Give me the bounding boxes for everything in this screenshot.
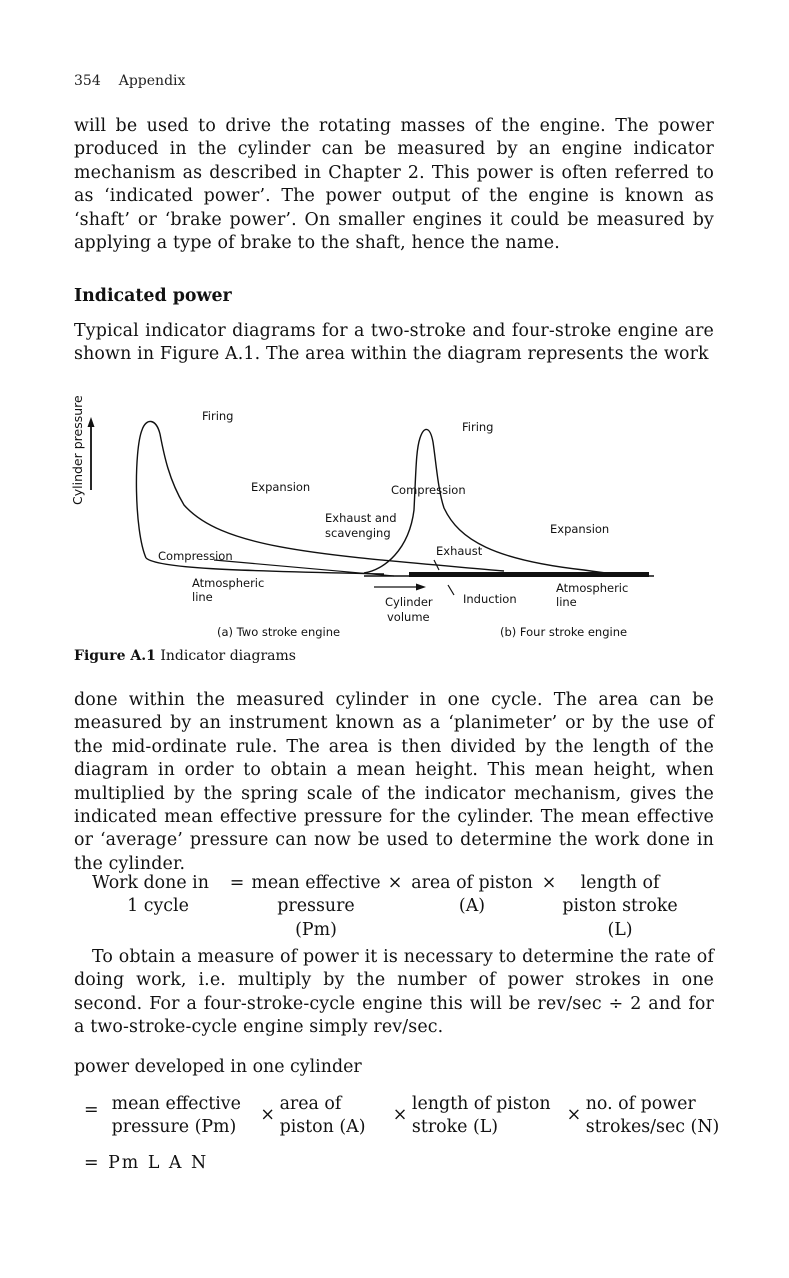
four-stroke-firing-label: Firing <box>462 420 494 434</box>
two-stroke-expansion-label: Expansion <box>251 480 311 494</box>
power-formula-length-line2: stroke (L) <box>411 1116 499 1137</box>
two-stroke-caption: (a) Two stroke engine <box>217 625 341 639</box>
formula-times-2: × <box>541 873 557 893</box>
formula-mep-line1: mean effective <box>251 873 381 893</box>
formula-equals: = <box>229 873 245 893</box>
page-number: 354 <box>74 73 101 89</box>
two-stroke-compression-label: Compression <box>158 549 233 563</box>
four-stroke-exhaust-label: Exhaust <box>436 544 483 558</box>
two-stroke-atmospheric-label-2: line <box>192 590 213 604</box>
figure-caption-text: Indicator diagrams <box>160 648 296 664</box>
formula-area-line1: area of piston <box>411 873 533 893</box>
two-stroke-firing-label: Firing <box>202 409 234 423</box>
power-formula-equals: = <box>84 1100 99 1120</box>
running-title: Appendix <box>118 73 186 89</box>
work-done-formula <box>92 872 722 942</box>
two-stroke-atmospheric-label-1: Atmospheric <box>192 576 265 590</box>
power-formula-times-3: × <box>566 1105 582 1126</box>
y-axis-label: Cylinder pressure <box>70 395 85 505</box>
paragraph-intro: will be used to drive the rotating masses of the engine. The power produced in the cylinder can be measured by an engine indicator mechanism as described in Chapter 2. This power is often referred to as ‘indicated power’. The power output of the engine is known as ‘shaft’ or ‘brake power’. On smaller engines it could be measured by applying a type of brake to the shaft, hence the name. <box>74 116 714 254</box>
paragraph-mean-effective-pressure: done within the measured cylinder in one cycle. The area can be measured by an instrument known as a ‘planimeter’ or by the use of the mid-ordinate rule. The area is then divided by the length of the diagram in order to obtain a mean height. This mean height, when multiplied by the spring scale of the indicator mechanism, gives the indicated mean effective pressure for the cylinder. The mean effective or ‘average’ pressure can now be used to determine the work done in the cylinder. <box>74 690 714 874</box>
formula-length-line1: length of <box>580 873 660 893</box>
indicator-diagram-svg <box>64 390 714 650</box>
four-stroke-cycle-curve <box>364 429 649 576</box>
formula-length-line3: (L) <box>607 919 633 940</box>
formula-length-line2: piston stroke <box>562 896 678 917</box>
power-formula-n-line1: no. of power <box>585 1094 696 1114</box>
power-formula-n-line2: strokes/sec (N) <box>585 1116 720 1137</box>
power-formula-mep-line1: mean effective <box>111 1094 241 1114</box>
formula-mep-line2: pressure <box>277 896 355 917</box>
x-axis-label-2: volume <box>387 610 430 624</box>
four-stroke-atmospheric-label-1: Atmospheric <box>556 581 629 595</box>
power-formula-times-2: × <box>392 1105 408 1126</box>
power-formula-mep-line2: pressure (Pm) <box>111 1116 237 1137</box>
running-header <box>74 73 185 89</box>
two-stroke-exhaust-label-2: scavenging <box>325 526 391 540</box>
formula-work-line1: Work done in <box>92 873 209 893</box>
power-formula-area-line1: area of <box>279 1094 342 1114</box>
paragraph-power-rate: To obtain a measure of power it is necessary to determine the rate of doing work, i.e. multiply by the number of power strokes in one second. For a four-stroke-cycle engine this will be rev/sec ÷ 2 and for a two-stroke-cycle engine simply rev/sec. <box>74 947 714 1038</box>
induction-pointer <box>448 585 454 595</box>
figure-caption-label: Figure A.1 <box>74 648 156 664</box>
x-axis-label-1: Cylinder <box>385 595 433 609</box>
power-formula-times-1: × <box>260 1105 275 1126</box>
four-stroke-atmospheric-label-2: line <box>556 595 577 609</box>
power-formula-area-line2: piston (A) <box>279 1116 366 1137</box>
x-axis-arrow-icon <box>416 584 426 591</box>
four-stroke-induction-label: Induction <box>463 592 517 606</box>
formula-area-line2: (A) <box>458 896 486 917</box>
two-stroke-exhaust-label-1: Exhaust and <box>325 511 397 525</box>
power-formula <box>84 1093 724 1138</box>
paragraph-indicator-diagrams: Typical indicator diagrams for a two-stroke and four-stroke engine are shown in Figure A.1. The area within the diagram represents the work <box>74 321 714 365</box>
paragraph-power-developed: power developed in one cylinder <box>74 1057 362 1077</box>
four-stroke-compression-label: Compression <box>391 483 466 497</box>
formula-times-1: × <box>387 873 403 893</box>
power-formula-result: = Pm L A N <box>84 1153 209 1173</box>
two-stroke-bottom-line <box>214 560 394 576</box>
four-stroke-expansion-label: Expansion <box>550 522 610 536</box>
formula-mep-line3: (Pm) <box>295 919 337 940</box>
four-stroke-caption: (b) Four stroke engine <box>500 625 628 639</box>
figure-indicator-diagrams <box>64 390 714 650</box>
formula-work-line2: 1 cycle <box>127 896 189 917</box>
y-axis-arrow-icon <box>88 417 95 427</box>
power-formula-length-line1: length of piston <box>411 1094 551 1114</box>
section-heading: Indicated power <box>74 286 232 306</box>
figure-caption <box>74 648 296 664</box>
